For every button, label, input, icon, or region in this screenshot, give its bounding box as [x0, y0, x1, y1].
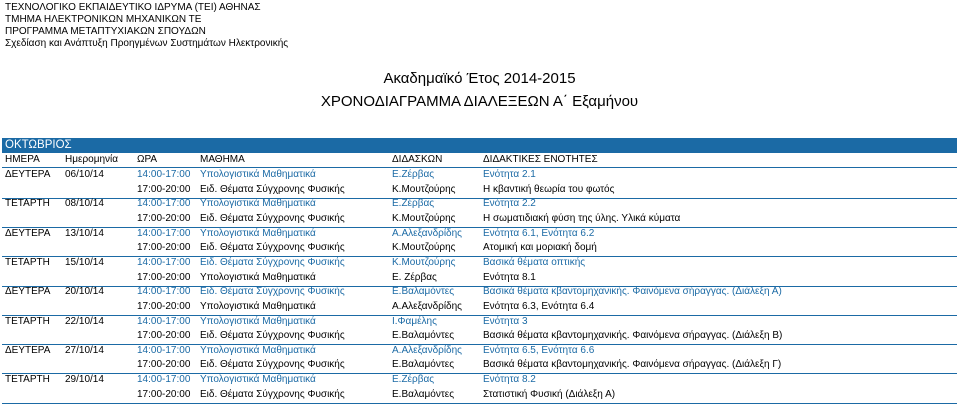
row-subject: Υπολογιστικά Μαθηματικά	[200, 169, 316, 180]
row-topic: Βασικά θέματα κβαντομηχανικής. Φαινόμενα σήραγγας. (Διάλεξη Β)	[483, 330, 783, 341]
row-time: 14:00-17:00	[137, 257, 191, 268]
row-subject: Ειδ. Θέματα Σύγχρονης Φυσικής	[200, 286, 345, 297]
table-row	[2, 168, 957, 183]
row-day: ΤΕΤΑΡΤΗ	[5, 257, 50, 268]
row-topic: Ενότητα 6.1, Ενότητα 6.2	[483, 228, 595, 239]
row-teacher: Ε.Ζέρβας	[392, 374, 435, 385]
row-day: ΔΕΥΤΕΡΑ	[5, 228, 51, 239]
col-teacher: ΔΙΔΑΣΚΩΝ	[392, 154, 443, 165]
col-subject: ΜΑΘΗΜΑ	[200, 154, 245, 165]
row-time: 17:00-20:00	[137, 389, 191, 400]
row-subject: Υπολογιστικά Μαθηματικά	[200, 198, 316, 209]
row-time: 14:00-17:00	[137, 198, 191, 209]
table-row	[2, 300, 957, 316]
row-time: 17:00-20:00	[137, 359, 191, 370]
row-subject: Ειδ. Θέματα Σύγχρονης Φυσικής	[200, 213, 345, 224]
row-topic: Ατομική και μοριακή δομή	[483, 242, 597, 253]
row-teacher: Ε. Ζέρβας	[392, 272, 437, 283]
row-subject: Υπολογιστικά Μαθηματικά	[200, 316, 316, 327]
row-teacher: Κ.Μουτζούρης	[392, 242, 456, 253]
row-topic: Η κβαντική θεωρία του φωτός	[483, 184, 615, 195]
row-subject: Υπολογιστικά Μαθηματικά	[200, 228, 316, 239]
row-day: ΔΕΥΤΕΡΑ	[5, 345, 51, 356]
row-teacher: Ε.Βαλαμόντες	[392, 389, 455, 400]
row-topic: Βασικά θέματα κβαντομηχανικής. Φαινόμενα σήραγγας. (Διάλεξη Γ)	[483, 359, 782, 370]
table-row	[2, 358, 957, 374]
col-topic: ΔΙΔΑΚΤΙΚΕΣ ΕΝΟΤΗΤΕΣ	[483, 154, 598, 165]
row-date: 22/10/14	[65, 316, 104, 327]
row-teacher: Α.Αλεξανδρίδης	[392, 345, 462, 356]
row-subject: Ειδ. Θέματα Σύγχρονης Φυσικής	[200, 242, 345, 253]
row-subject: Ειδ. Θέματα Σύγχρονης Φυσικής	[200, 257, 345, 268]
table-row	[2, 344, 957, 359]
row-time: 17:00-20:00	[137, 184, 191, 195]
program-name: ΠΡΟΓΡΑΜΜΑ ΜΕΤΑΠΤΥΧΙΑΚΩΝ ΣΠΟΥΔΩΝ	[5, 26, 206, 37]
row-topic: Η σωματιδιακή φύση της ύλης. Υλικά κύματα	[483, 213, 681, 224]
row-time: 14:00-17:00	[137, 316, 191, 327]
table-row	[2, 197, 957, 212]
row-teacher: Α.Αλεξανδρίδης	[392, 301, 462, 312]
row-topic: Βασικά θέματα οπτικής	[483, 257, 586, 268]
row-time: 17:00-20:00	[137, 213, 191, 224]
col-date: Ημερομηνία	[65, 154, 119, 165]
row-date: 15/10/14	[65, 257, 104, 268]
row-topic: Ενότητα 2.1	[483, 169, 536, 180]
row-teacher: Κ.Μουτζούρης	[392, 213, 456, 224]
row-subject: Ειδ. Θέματα Σύγχρονης Φυσικής	[200, 330, 345, 341]
row-topic: Στατιστική Φυσική (Διάλεξη Α)	[483, 389, 616, 400]
department-name: ΤΜΗΜΑ ΗΛΕΚΤΡΟΝΙΚΩΝ ΜΗΧΑΝΙΚΩΝ ΤΕ	[5, 14, 202, 25]
row-teacher: Ι.Φαμέλης	[392, 316, 437, 327]
row-time: 14:00-17:00	[137, 228, 191, 239]
row-subject: Υπολογιστικά Μαθηματικά	[200, 374, 316, 385]
row-date: 13/10/14	[65, 228, 104, 239]
schedule-title: ΧΡΟΝΟΔΙΑΓΡΑΜΜΑ ΔΙΑΛΕΞΕΩΝ Α΄ Εξαμήνου	[320, 93, 639, 110]
row-teacher: Ε.Βαλαμόντες	[392, 330, 455, 341]
col-time: ΩΡΑ	[137, 154, 158, 165]
table-row	[2, 256, 957, 271]
row-time: 17:00-20:00	[137, 301, 191, 312]
row-teacher: Ε.Ζέρβας	[392, 169, 435, 180]
row-topic: Βασικά θέματα κβαντομηχανικής. Φαινόμενα σήραγγας. (Διάλεξη Α)	[483, 286, 782, 297]
row-time: 17:00-20:00	[137, 242, 191, 253]
row-teacher: Κ.Μουτζούρης	[392, 184, 456, 195]
row-subject: Ειδ. Θέματα Σύγχρονης Φυσικής	[200, 184, 345, 195]
row-teacher: Ε.Βαλαμόντες	[392, 286, 455, 297]
row-time: 14:00-17:00	[137, 345, 191, 356]
row-day: ΔΕΥΤΕΡΑ	[5, 286, 51, 297]
table-row	[2, 388, 957, 404]
academic-year-title: Ακαδημαϊκό Έτος 2014-2015	[383, 70, 576, 87]
row-topic: Ενότητα 6.5, Ενότητα 6.6	[483, 345, 595, 356]
table-row	[2, 285, 957, 300]
col-day: ΗΜΕΡΑ	[5, 154, 40, 165]
table-header	[2, 153, 957, 168]
table-row	[2, 329, 957, 345]
row-time: 14:00-17:00	[137, 286, 191, 297]
row-subject: Υπολογιστικά Μαθηματικά	[200, 272, 316, 283]
row-teacher: Α.Αλεξανδρίδης	[392, 228, 462, 239]
row-time: 14:00-17:00	[137, 374, 191, 385]
row-date: 27/10/14	[65, 345, 104, 356]
row-topic: Ενότητα 3	[483, 316, 528, 327]
row-teacher: Ε.Ζέρβας	[392, 198, 435, 209]
table-row	[2, 373, 957, 388]
row-day: ΔΕΥΤΕΡΑ	[5, 169, 51, 180]
institution-name: ΤΕΧΝΟΛΟΓΙΚΟ ΕΚΠΑΙΔΕΥΤΙΚΟ ΙΔΡΥΜΑ (ΤΕΙ) ΑΘΗΝΑΣ	[5, 2, 261, 13]
row-topic: Ενότητα 2.2	[483, 198, 536, 209]
row-subject: Ειδ. Θέματα Σύγχρονης Φυσικής	[200, 389, 345, 400]
row-teacher: Κ.Μουτζούρης	[392, 257, 456, 268]
row-date: 08/10/14	[65, 198, 104, 209]
row-teacher: Ε.Βαλαμόντες	[392, 359, 455, 370]
table-row	[2, 315, 957, 330]
row-time: 17:00-20:00	[137, 330, 191, 341]
row-time: 17:00-20:00	[137, 272, 191, 283]
row-date: 20/10/14	[65, 286, 104, 297]
row-subject: Ειδ. Θέματα Σύγχρονης Φυσικής	[200, 359, 345, 370]
row-date: 29/10/14	[65, 374, 104, 385]
row-time: 14:00-17:00	[137, 169, 191, 180]
row-subject: Υπολογιστικά Μαθηματικά	[200, 345, 316, 356]
row-topic: Ενότητα 6.3, Ενότητα 6.4	[483, 301, 595, 312]
table-row	[2, 241, 957, 257]
table-row	[2, 212, 957, 228]
row-subject: Υπολογιστικά Μαθηματικά	[200, 301, 316, 312]
row-topic: Ενότητα 8.1	[483, 272, 536, 283]
row-date: 06/10/14	[65, 169, 104, 180]
specialization-name: Σχεδίαση και Ανάπτυξη Προηγμένων Συστημάτων Ηλεκτρονικής	[5, 38, 289, 49]
row-topic: Ενότητα 8.2	[483, 374, 536, 385]
row-day: ΤΕΤΑΡΤΗ	[5, 198, 50, 209]
table-row	[2, 227, 957, 242]
month-banner: ΟΚΤΩΒΡΙΟΣ	[2, 138, 957, 153]
row-day: ΤΕΤΑΡΤΗ	[5, 374, 50, 385]
row-day: ΤΕΤΑΡΤΗ	[5, 316, 50, 327]
